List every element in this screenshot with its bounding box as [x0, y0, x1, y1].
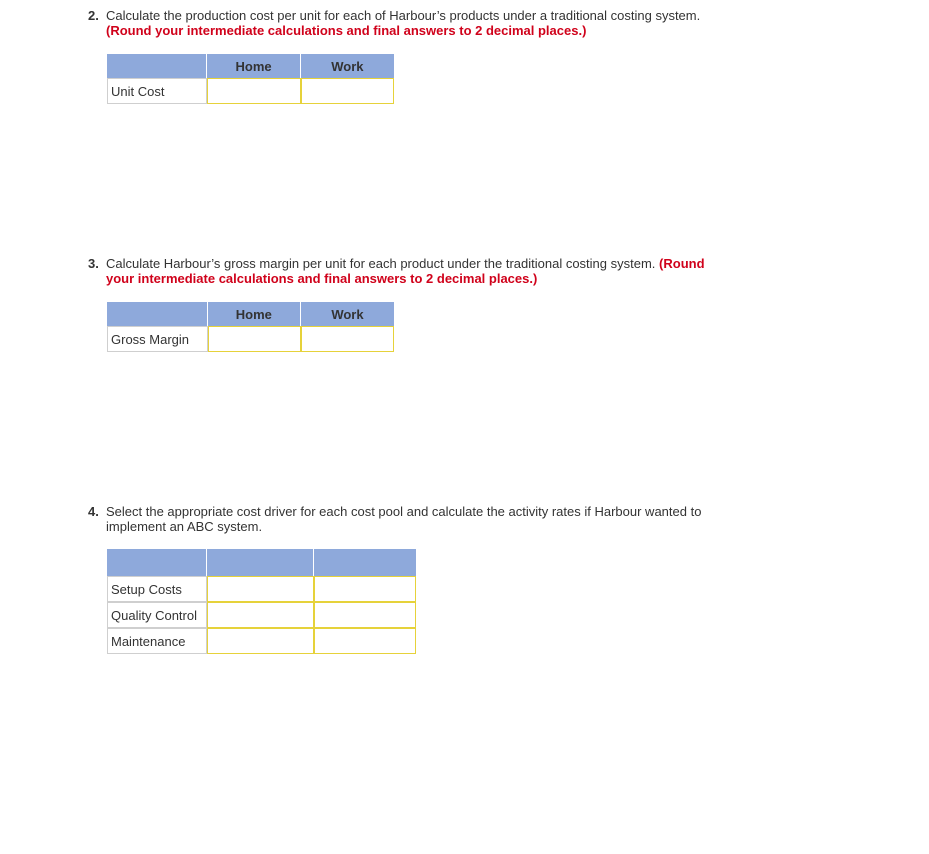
column-header-blank: [107, 549, 207, 576]
question-number: 2.: [88, 8, 99, 23]
column-header-blank: [107, 54, 207, 78]
question-text: [106, 8, 728, 38]
column-header-work: Work: [301, 302, 394, 326]
column-header-activity-rate: [314, 549, 416, 576]
table-row: [107, 576, 416, 602]
row-label-gross-margin: Gross Margin: [107, 326, 208, 352]
gross-margin-home-input-cell: [208, 326, 301, 352]
rounding-note: (Round your intermediate calculations and final answers to 2 decimal places.): [106, 23, 587, 38]
setup-costs-rate-input[interactable]: [315, 577, 415, 601]
table-row: [107, 602, 416, 628]
setup-costs-rate-input-cell: [314, 576, 416, 602]
unit-cost-home-input[interactable]: [208, 79, 299, 103]
question-3: [88, 256, 718, 286]
row-label-maintenance: Maintenance: [107, 628, 207, 654]
column-header-home: Home: [208, 302, 301, 326]
quality-control-rate-input-cell: [314, 602, 416, 628]
unit-cost-work-input[interactable]: [302, 79, 393, 103]
table-row: [107, 78, 394, 104]
gross-margin-work-input-cell: [301, 326, 394, 352]
question-4: [88, 504, 708, 534]
quality-control-driver-input-cell: [207, 602, 314, 628]
column-header-home: Home: [207, 54, 300, 78]
question-number: 3.: [88, 256, 99, 271]
maintenance-rate-input[interactable]: [315, 629, 415, 653]
table-header-row: [107, 549, 416, 576]
maintenance-driver-input[interactable]: [208, 629, 313, 653]
quality-control-driver-input[interactable]: [208, 603, 313, 627]
question-prompt: Select the appropriate cost driver for each cost pool and calculate the activity rates if Harbour wanted to implement an ABC system.: [106, 504, 702, 534]
gross-margin-home-input[interactable]: [209, 327, 300, 351]
question-text: [106, 256, 718, 286]
table-row: [107, 628, 416, 654]
maintenance-rate-input-cell: [314, 628, 416, 654]
quality-control-rate-input[interactable]: [315, 603, 415, 627]
question-prompt: Calculate Harbour’s gross margin per unit for each product under the traditional costing system.: [106, 256, 656, 271]
table-header-row: [107, 54, 394, 78]
setup-costs-driver-input[interactable]: [208, 577, 313, 601]
gross-margin-work-input[interactable]: [302, 327, 393, 351]
column-header-work: Work: [301, 54, 394, 78]
activity-rates-table: [107, 549, 416, 654]
table-header-row: [107, 302, 394, 326]
question-text: [106, 504, 708, 534]
question-2: [88, 8, 728, 38]
maintenance-driver-input-cell: [207, 628, 314, 654]
rounding-note: (Round your intermediate calculations and final answers to 2 decimal places.): [106, 256, 705, 286]
row-label-unit-cost: Unit Cost: [107, 78, 207, 104]
column-header-blank: [107, 302, 208, 326]
gross-margin-table: [107, 302, 394, 352]
setup-costs-driver-input-cell: [207, 576, 314, 602]
row-label-setup-costs: Setup Costs: [107, 576, 207, 602]
question-prompt: Calculate the production cost per unit for each of Harbour’s products under a traditional costing system.: [106, 8, 701, 23]
unit-cost-home-input-cell: [207, 78, 300, 104]
table-row: [107, 326, 394, 352]
question-number: 4.: [88, 504, 99, 519]
unit-cost-table: [107, 54, 394, 104]
unit-cost-work-input-cell: [301, 78, 394, 104]
row-label-quality-control: Quality Control: [107, 602, 207, 628]
column-header-cost-driver: [207, 549, 314, 576]
